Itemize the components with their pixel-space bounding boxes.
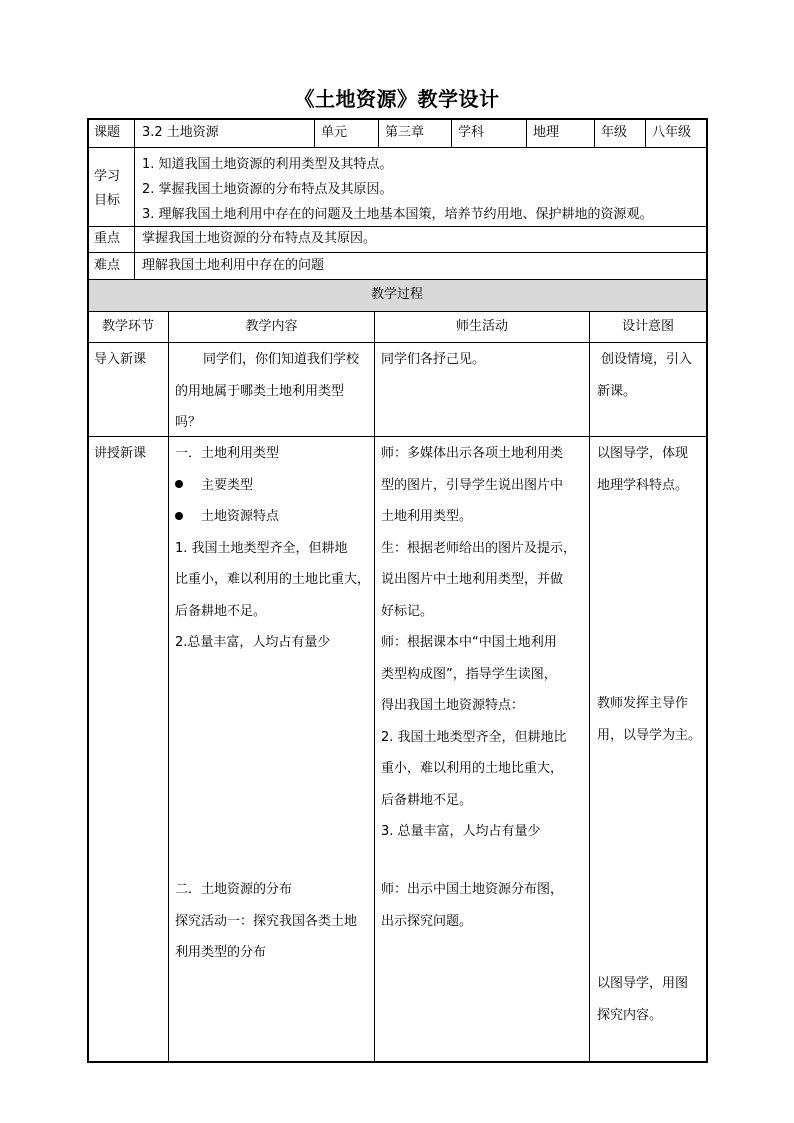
objective-item: 2. 掌握我国土地资源的分布特点及其原因。 — [142, 182, 393, 197]
column-header-stage: 教学环节 — [101, 319, 154, 334]
grade-label: 年级 — [601, 125, 628, 140]
table-border — [87, 118, 89, 1062]
table-border — [374, 311, 375, 1062]
subject-label: 课题 — [94, 125, 121, 140]
section-heading: 二．土地资源的分布 — [175, 882, 293, 897]
bullet-icon — [175, 480, 183, 488]
table-border — [451, 118, 452, 147]
objectives-list — [142, 152, 653, 227]
intro-activity: 同学们各抒己见。 — [381, 352, 486, 367]
lecture-content-part1: 一．土地利用类型 主要类型 土地资源特点 1. 我国土地类型齐全，但耕地 比重小，难以利用的土地比重大， 后备耕地不足。 2.总量丰富，人均占有量少 — [175, 438, 370, 659]
section-heading: 一．土地利用类型 — [175, 446, 280, 461]
table-border — [87, 118, 708, 120]
table-border — [589, 311, 590, 1062]
objective-item: 3. 理解我国土地利用中存在的问题及土地基本国策，培养节约用地、保护耕地的资源观。 — [142, 207, 653, 222]
grade-value: 八年级 — [652, 125, 692, 140]
table-border — [378, 118, 379, 147]
objectives-label: 学习 目标 — [94, 169, 121, 208]
column-header-intent: 设计意图 — [621, 319, 674, 334]
intro-stage: 导入新课 — [94, 352, 147, 367]
lecture-stage: 讲授新课 — [94, 446, 147, 461]
table-border — [87, 342, 708, 343]
difficulty-value: 理解我国土地利用中存在的问题 — [142, 258, 325, 273]
table-border — [645, 118, 646, 147]
unit-label: 单元 — [321, 125, 348, 140]
bullet-item: 土地资源特点 — [175, 501, 370, 533]
bullet-icon — [175, 512, 183, 520]
table-border — [526, 118, 527, 147]
lecture-content-part2: 二．土地资源的分布 探究活动一：探究我国各类土地 利用类型的分布 — [175, 874, 357, 969]
column-header-activity: 师生活动 — [455, 319, 508, 334]
key-point-label: 重点 — [94, 231, 121, 246]
lecture-activity-part1: 师：多媒体出示各项土地利用类 型的图片，引导学生说出图片中 土地利用类型。 生：根据老师给出的图片及提示， 说出图片中土地利用类型，并做 好标记。 师：根据课本中“中国土地利用 类型构成图”，指导学生读图， 得出我国土地资源特点： 2. 我国土地类型齐全，但耕地比 重小，难以利用的土地比重大， 后备耕地不足。 3. 总量丰富，人均占有量少 — [381, 446, 577, 839]
table-border — [134, 118, 135, 279]
table-border — [87, 279, 708, 280]
document-title: 《土地资源》教学设计 — [294, 87, 500, 111]
table-border — [87, 1061, 708, 1063]
process-header: 教学过程 — [370, 287, 423, 302]
bullet-item: 主要类型 — [175, 470, 370, 502]
objective-item: 1. 知道我国土地资源的利用类型及其特点。 — [142, 157, 393, 172]
table-border — [706, 118, 708, 1062]
lecture-intent-part1: 以图导学，体现 地理学科特点。 — [597, 446, 689, 493]
table-border — [87, 252, 708, 253]
intro-intent: 创设情境，引入 新课。 — [597, 352, 693, 399]
lecture-intent-part2: 教师发挥主导作 用，以导学为主。 — [597, 696, 702, 743]
intro-content: 同学们，你们知道我们学校 的用地属于哪类土地利用类型 吗？ — [175, 352, 360, 430]
discipline-value: 地理 — [533, 125, 560, 140]
table-border — [314, 118, 315, 147]
discipline-label: 学科 — [458, 125, 485, 140]
table-border — [87, 147, 708, 148]
lecture-intent-part3: 以图导学，用图 探究内容。 — [597, 976, 689, 1023]
lecture-activity-part2: 师：出示中国土地资源分布图， 出示探究问题。 — [381, 882, 564, 929]
subject-value: 3.2 土地资源 — [142, 125, 219, 140]
table-border — [168, 311, 169, 1062]
table-border — [87, 311, 708, 312]
table-border — [594, 118, 595, 147]
unit-value: 第三章 — [385, 125, 425, 140]
column-header-content: 教学内容 — [245, 319, 298, 334]
key-point-value: 掌握我国土地资源的分布特点及其原因。 — [142, 231, 377, 246]
difficulty-label: 难点 — [94, 258, 121, 273]
